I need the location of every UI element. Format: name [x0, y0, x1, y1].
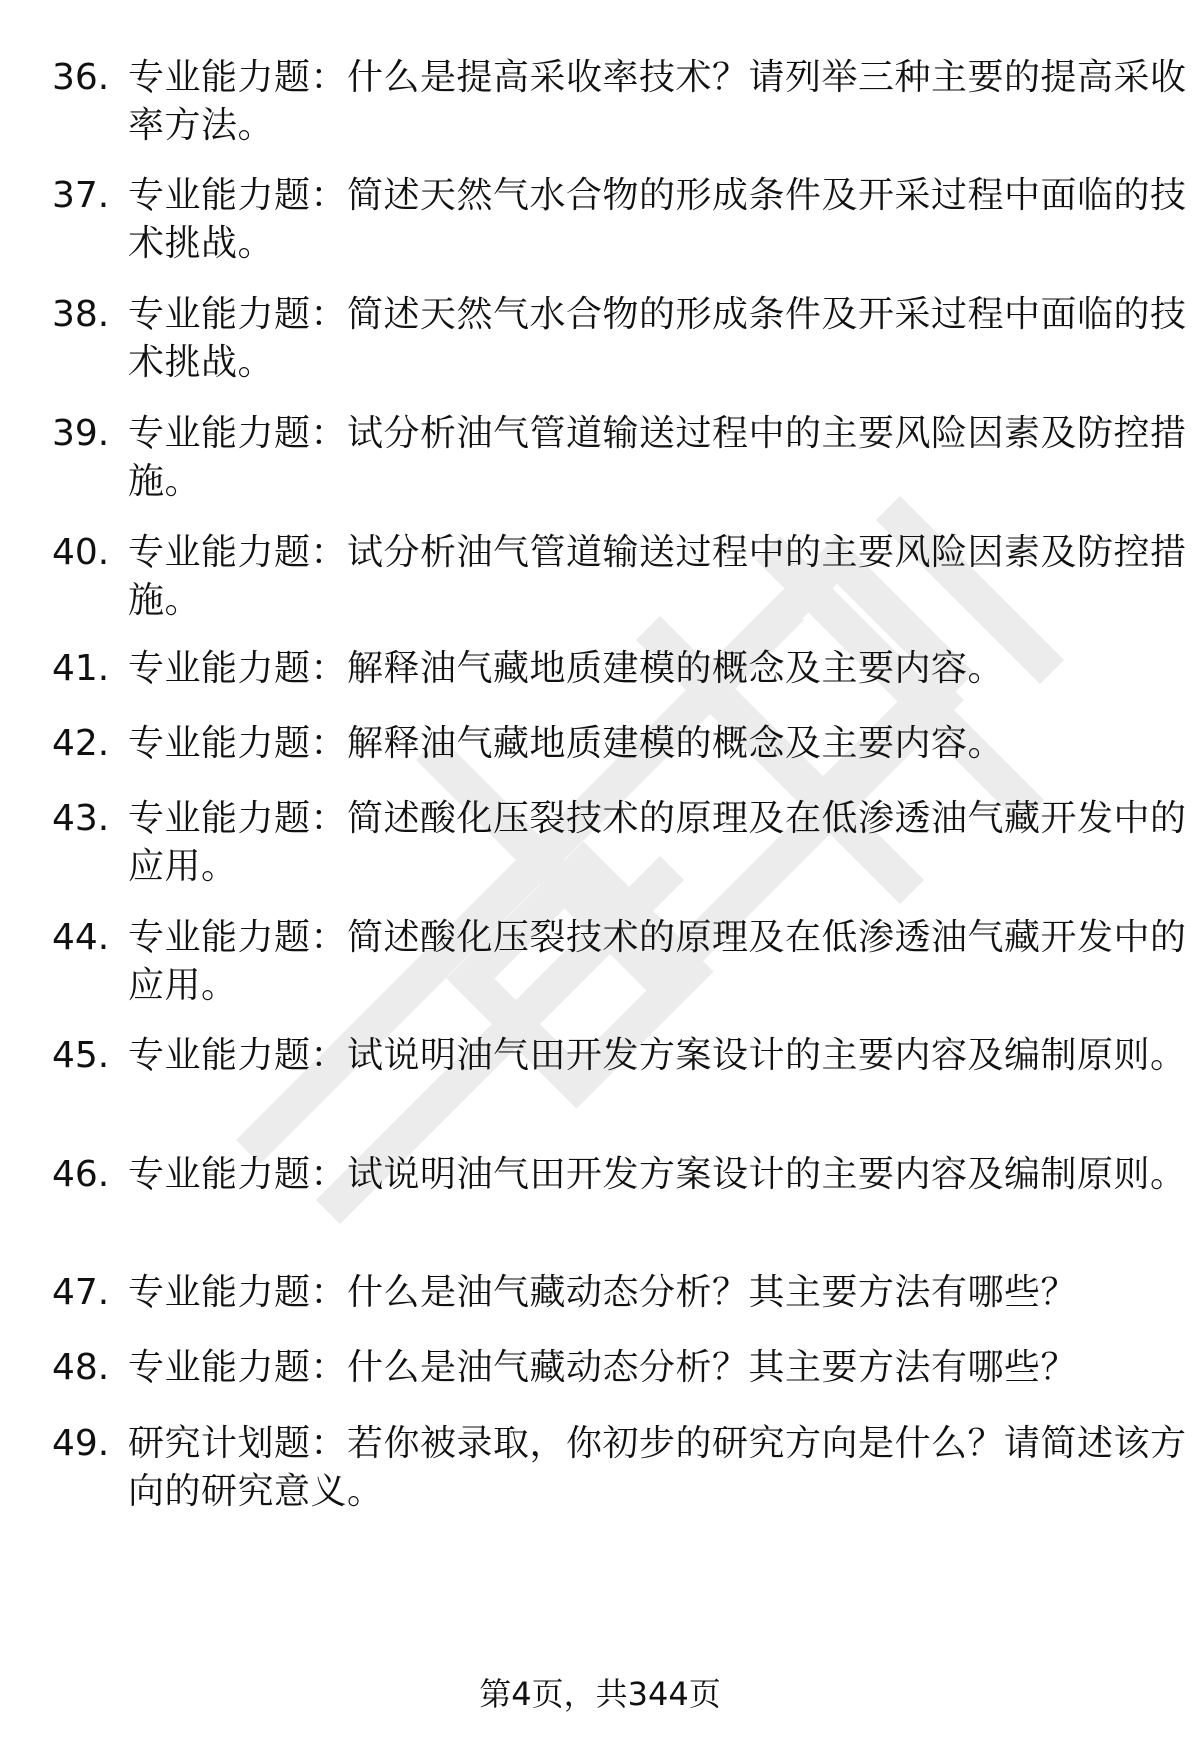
question-item: [52, 1032, 1187, 1080]
question-item: [52, 1344, 1162, 1392]
question-number: 49.: [52, 1423, 110, 1464]
page-footer: 第4页，共344页: [479, 1675, 721, 1713]
question-number: 43.: [52, 798, 110, 839]
question-item: [52, 645, 1162, 693]
question-text: 专业能力题：简述酸化压裂技术的原理及在低渗透油气藏开发中的应用。: [128, 917, 1187, 1006]
question-number: 47.: [52, 1272, 110, 1313]
question-item: [52, 914, 1187, 1010]
question-number: 42.: [52, 723, 110, 764]
question-number: 41.: [52, 648, 110, 689]
question-text: 专业能力题：试分析油气管道输送过程中的主要风险因素及防控措施。: [128, 413, 1187, 502]
question-item: [52, 172, 1187, 268]
question-number: 45.: [52, 1035, 110, 1076]
question-item: [52, 795, 1187, 891]
question-text: 专业能力题：什么是油气藏动态分析？其主要方法有哪些？: [128, 1347, 1078, 1388]
question-number: 44.: [52, 917, 110, 958]
question-text: 专业能力题：试说明油气田开发方案设计的主要内容及编制原则。: [128, 1035, 1187, 1076]
question-item: [52, 1269, 1162, 1317]
question-number: 48.: [52, 1347, 110, 1388]
question-text: 专业能力题：试说明油气田开发方案设计的主要内容及编制原则。: [128, 1154, 1187, 1195]
question-text: 专业能力题：试分析油气管道输送过程中的主要风险因素及防控措施。: [128, 532, 1187, 621]
question-text: 专业能力题：简述天然气水合物的形成条件及开采过程中面临的技术挑战。: [128, 294, 1187, 383]
question-text: 专业能力题：什么是提高采收率技术？请列举三种主要的提高采收率方法。: [128, 57, 1187, 146]
question-text: 专业能力题：解释油气藏地质建模的概念及主要内容。: [128, 723, 1005, 764]
question-text: 专业能力题：什么是油气藏动态分析？其主要方法有哪些？: [128, 1272, 1078, 1313]
question-text: 专业能力题：简述天然气水合物的形成条件及开采过程中面临的技术挑战。: [128, 175, 1187, 264]
question-number: 38.: [52, 294, 110, 335]
question-text: 研究计划题：若你被录取，你初步的研究方向是什么？请简述该方向的研究意义。: [128, 1423, 1187, 1512]
question-item: [52, 1420, 1187, 1516]
question-item: [52, 1151, 1187, 1199]
question-item: [52, 54, 1187, 150]
question-item: [52, 410, 1187, 506]
question-text: 专业能力题：简述酸化压裂技术的原理及在低渗透油气藏开发中的应用。: [128, 798, 1187, 887]
question-item: [52, 291, 1187, 387]
question-number: 46.: [52, 1154, 110, 1195]
question-number: 36.: [52, 57, 110, 98]
question-item: [52, 529, 1187, 625]
question-item: [52, 720, 1162, 768]
question-text: 专业能力题：解释油气藏地质建模的概念及主要内容。: [128, 648, 1005, 689]
question-number: 40.: [52, 532, 110, 573]
question-number: 37.: [52, 175, 110, 216]
question-number: 39.: [52, 413, 110, 454]
